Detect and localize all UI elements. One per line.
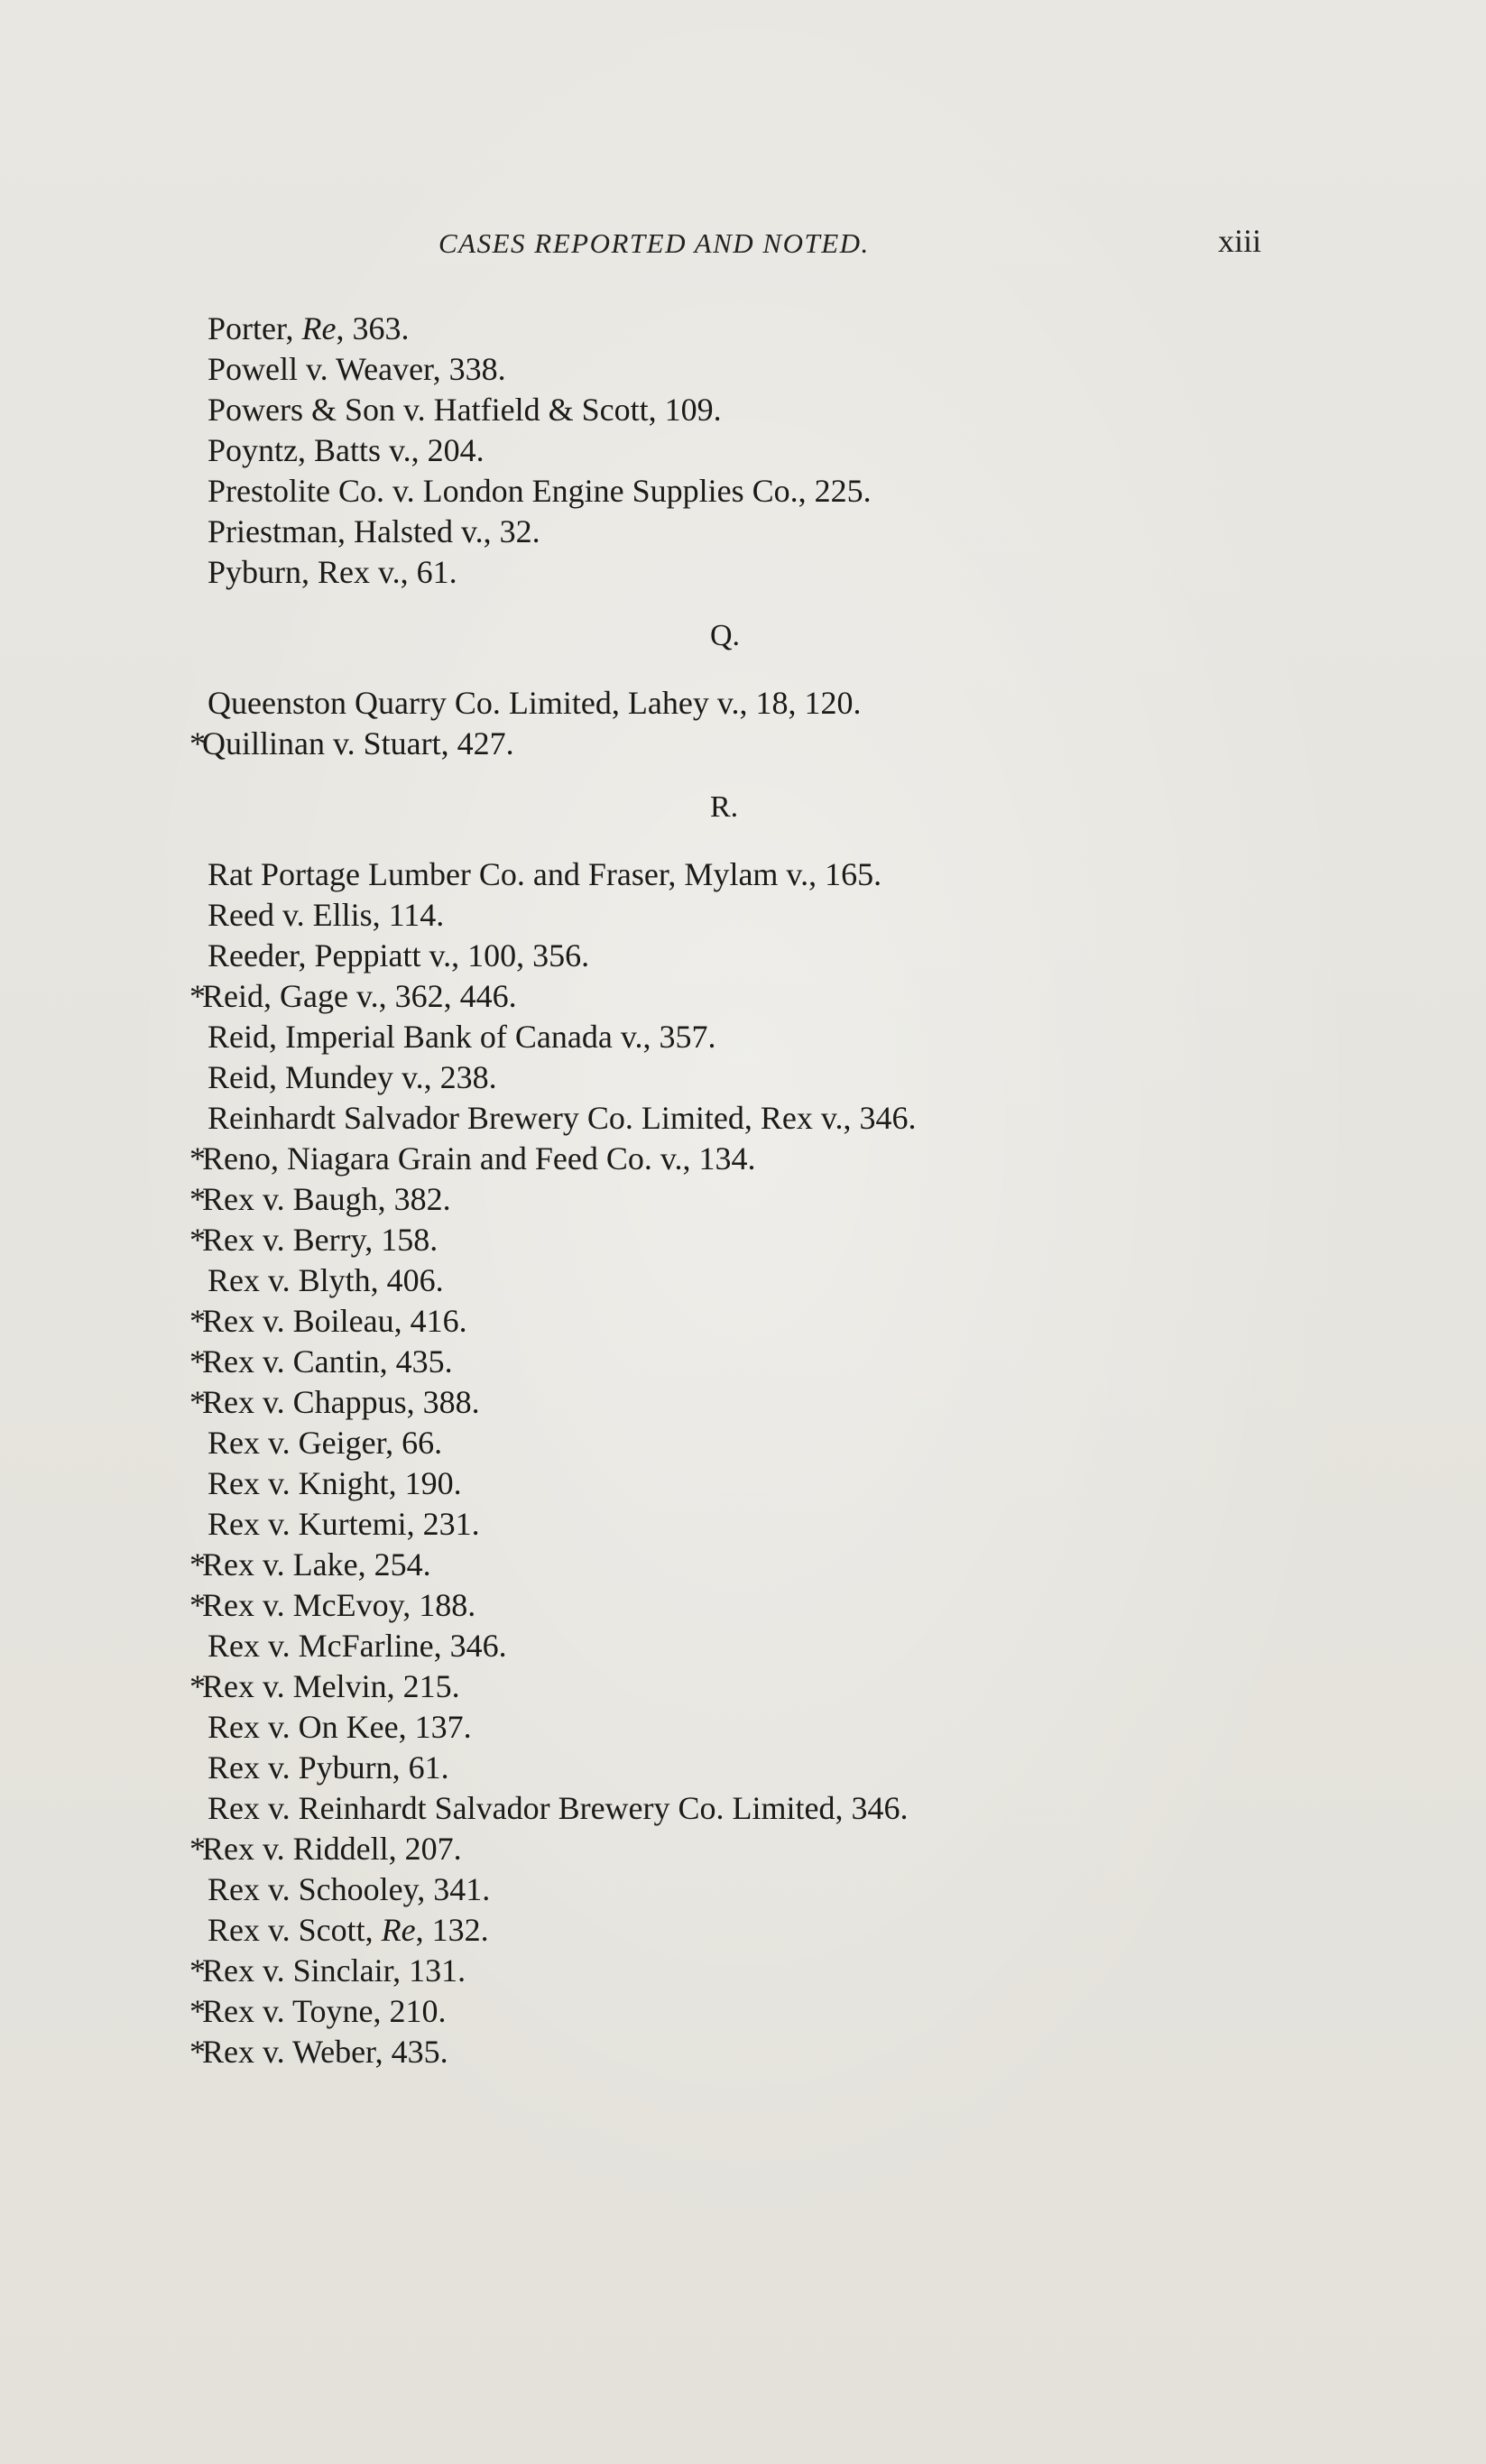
case-entry: [189, 1951, 1317, 1991]
case-entry: [189, 349, 1317, 390]
note-asterisk: *: [189, 1952, 206, 1989]
case-entry: [189, 1504, 1317, 1545]
note-asterisk: *: [189, 1384, 206, 1420]
case-text: Powell v. Weaver, 338.: [208, 351, 506, 387]
note-asterisk: *: [189, 1668, 206, 1704]
note-asterisk: *: [189, 1993, 206, 2029]
case-text: Pyburn, Rex v., 61.: [208, 554, 457, 590]
case-text: Rex v. McEvoy, 188.: [202, 1587, 476, 1623]
case-entry: [189, 430, 1317, 471]
case-entry: [189, 1179, 1317, 1220]
case-entry: [189, 1788, 1317, 1829]
note-asterisk: *: [189, 1587, 206, 1623]
case-text: Rex v. Lake, 254.: [202, 1546, 431, 1583]
note-asterisk: *: [189, 1546, 206, 1583]
case-text: Porter,: [208, 310, 302, 346]
case-entry: [189, 1910, 1317, 1951]
case-text: Rex v. Schooley, 341.: [208, 1871, 491, 1907]
case-entry: [189, 1829, 1317, 1869]
case-text-italic: Re: [301, 310, 337, 346]
case-text: Reed v. Ellis, 114.: [208, 897, 445, 933]
section-letter: Q.: [710, 619, 741, 652]
case-entry: [189, 552, 1317, 593]
note-asterisk: *: [189, 1140, 206, 1177]
case-text: Rex v. Knight, 190.: [208, 1465, 462, 1501]
case-text: Rex v. Pyburn, 61.: [208, 1749, 449, 1786]
case-text-italic: Re: [381, 1912, 416, 1948]
case-entry: [189, 1991, 1317, 2032]
case-text: , 132.: [415, 1912, 489, 1948]
case-text: Reid, Imperial Bank of Canada v., 357.: [208, 1019, 716, 1055]
case-text: Reid, Mundey v., 238.: [208, 1059, 497, 1095]
case-text: Rex v. Baugh, 382.: [202, 1181, 451, 1217]
case-entry: [189, 1666, 1317, 1707]
case-text: Rex v. Melvin, 215.: [202, 1668, 460, 1704]
case-text: Rex v. McFarline, 346.: [208, 1628, 507, 1664]
case-text: Rex v. Reinhardt Salvador Brewery Co. Limited, 346.: [208, 1790, 909, 1826]
case-entry: [189, 1342, 1317, 1382]
case-text: Rex v. On Kee, 137.: [208, 1709, 472, 1745]
case-entry: [189, 854, 1317, 895]
case-entry: [189, 512, 1317, 552]
case-text: Priestman, Halsted v., 32.: [208, 513, 540, 549]
case-text: Rat Portage Lumber Co. and Fraser, Mylam v., 165.: [208, 856, 882, 892]
page-number: xiii: [1218, 223, 1262, 259]
case-text: Rex v. Berry, 158.: [202, 1222, 438, 1258]
note-asterisk: *: [189, 2034, 206, 2070]
case-entry: [189, 390, 1317, 430]
case-text: Prestolite Co. v. London Engine Supplies Co., 225.: [208, 473, 872, 509]
case-entry: [189, 309, 1317, 349]
case-entry: [189, 1869, 1317, 1910]
case-text: Powers & Son v. Hatfield & Scott, 109.: [208, 392, 722, 428]
case-entry: [189, 1139, 1317, 1179]
note-asterisk: *: [189, 1181, 206, 1217]
case-entry: [189, 2032, 1317, 2072]
case-text: Rex v. Weber, 435.: [202, 2034, 448, 2070]
note-asterisk: *: [189, 725, 206, 761]
case-text: Rex v. Blyth, 406.: [208, 1262, 444, 1298]
case-entry: [189, 895, 1317, 936]
case-text: Queenston Quarry Co. Limited, Lahey v., 18, 120.: [208, 685, 862, 721]
case-text: , 363.: [336, 310, 410, 346]
case-text: Reeder, Peppiatt v., 100, 356.: [208, 937, 590, 974]
case-entry: [189, 1382, 1317, 1423]
case-text: Rex v. Kurtemi, 231.: [208, 1506, 480, 1542]
case-text: Poyntz, Batts v., 204.: [208, 432, 485, 468]
case-entry: [189, 1585, 1317, 1626]
case-entry: [189, 1098, 1317, 1139]
case-entry: [189, 1707, 1317, 1748]
case-text: Rex v. Boileau, 416.: [202, 1303, 467, 1339]
case-text: Reinhardt Salvador Brewery Co. Limited, Rex v., 346.: [208, 1100, 917, 1136]
case-entry: [189, 1220, 1317, 1260]
case-entry: [189, 1463, 1317, 1504]
case-text: Rex v. Sinclair, 131.: [202, 1952, 466, 1989]
note-asterisk: *: [189, 1831, 206, 1867]
case-text: Quillinan v. Stuart, 427.: [202, 725, 514, 761]
case-text: Rex v. Cantin, 435.: [202, 1343, 453, 1380]
case-entry: [189, 1545, 1317, 1585]
case-entry: [189, 471, 1317, 512]
case-text: Rex v. Chappus, 388.: [202, 1384, 480, 1420]
case-entry: [189, 976, 1317, 1017]
case-entry: [189, 724, 1317, 764]
section-letter: R.: [710, 790, 739, 824]
case-entry: [189, 1017, 1317, 1057]
case-entry: [189, 1057, 1317, 1098]
case-text: Rex v. Geiger, 66.: [208, 1425, 443, 1461]
case-text: Rex v. Toyne, 210.: [202, 1993, 447, 2029]
case-index-list: [189, 309, 1317, 2072]
case-text: Reno, Niagara Grain and Feed Co. v., 134.: [202, 1140, 756, 1177]
case-entry: [189, 1626, 1317, 1666]
note-asterisk: *: [189, 1222, 206, 1258]
case-entry: [189, 683, 1317, 724]
case-entry: [189, 1748, 1317, 1788]
running-head: CASES REPORTED AND NOTED.: [438, 227, 870, 259]
case-entry: [189, 1301, 1317, 1342]
note-asterisk: *: [189, 1343, 206, 1380]
case-text: Rex v. Riddell, 207.: [202, 1831, 462, 1867]
note-asterisk: *: [189, 1303, 206, 1339]
case-entry: [189, 936, 1317, 976]
case-text: Rex v. Scott,: [208, 1912, 382, 1948]
case-text: Reid, Gage v., 362, 446.: [202, 978, 517, 1014]
case-entry: [189, 1260, 1317, 1301]
case-entry: [189, 1423, 1317, 1463]
note-asterisk: *: [189, 978, 206, 1014]
